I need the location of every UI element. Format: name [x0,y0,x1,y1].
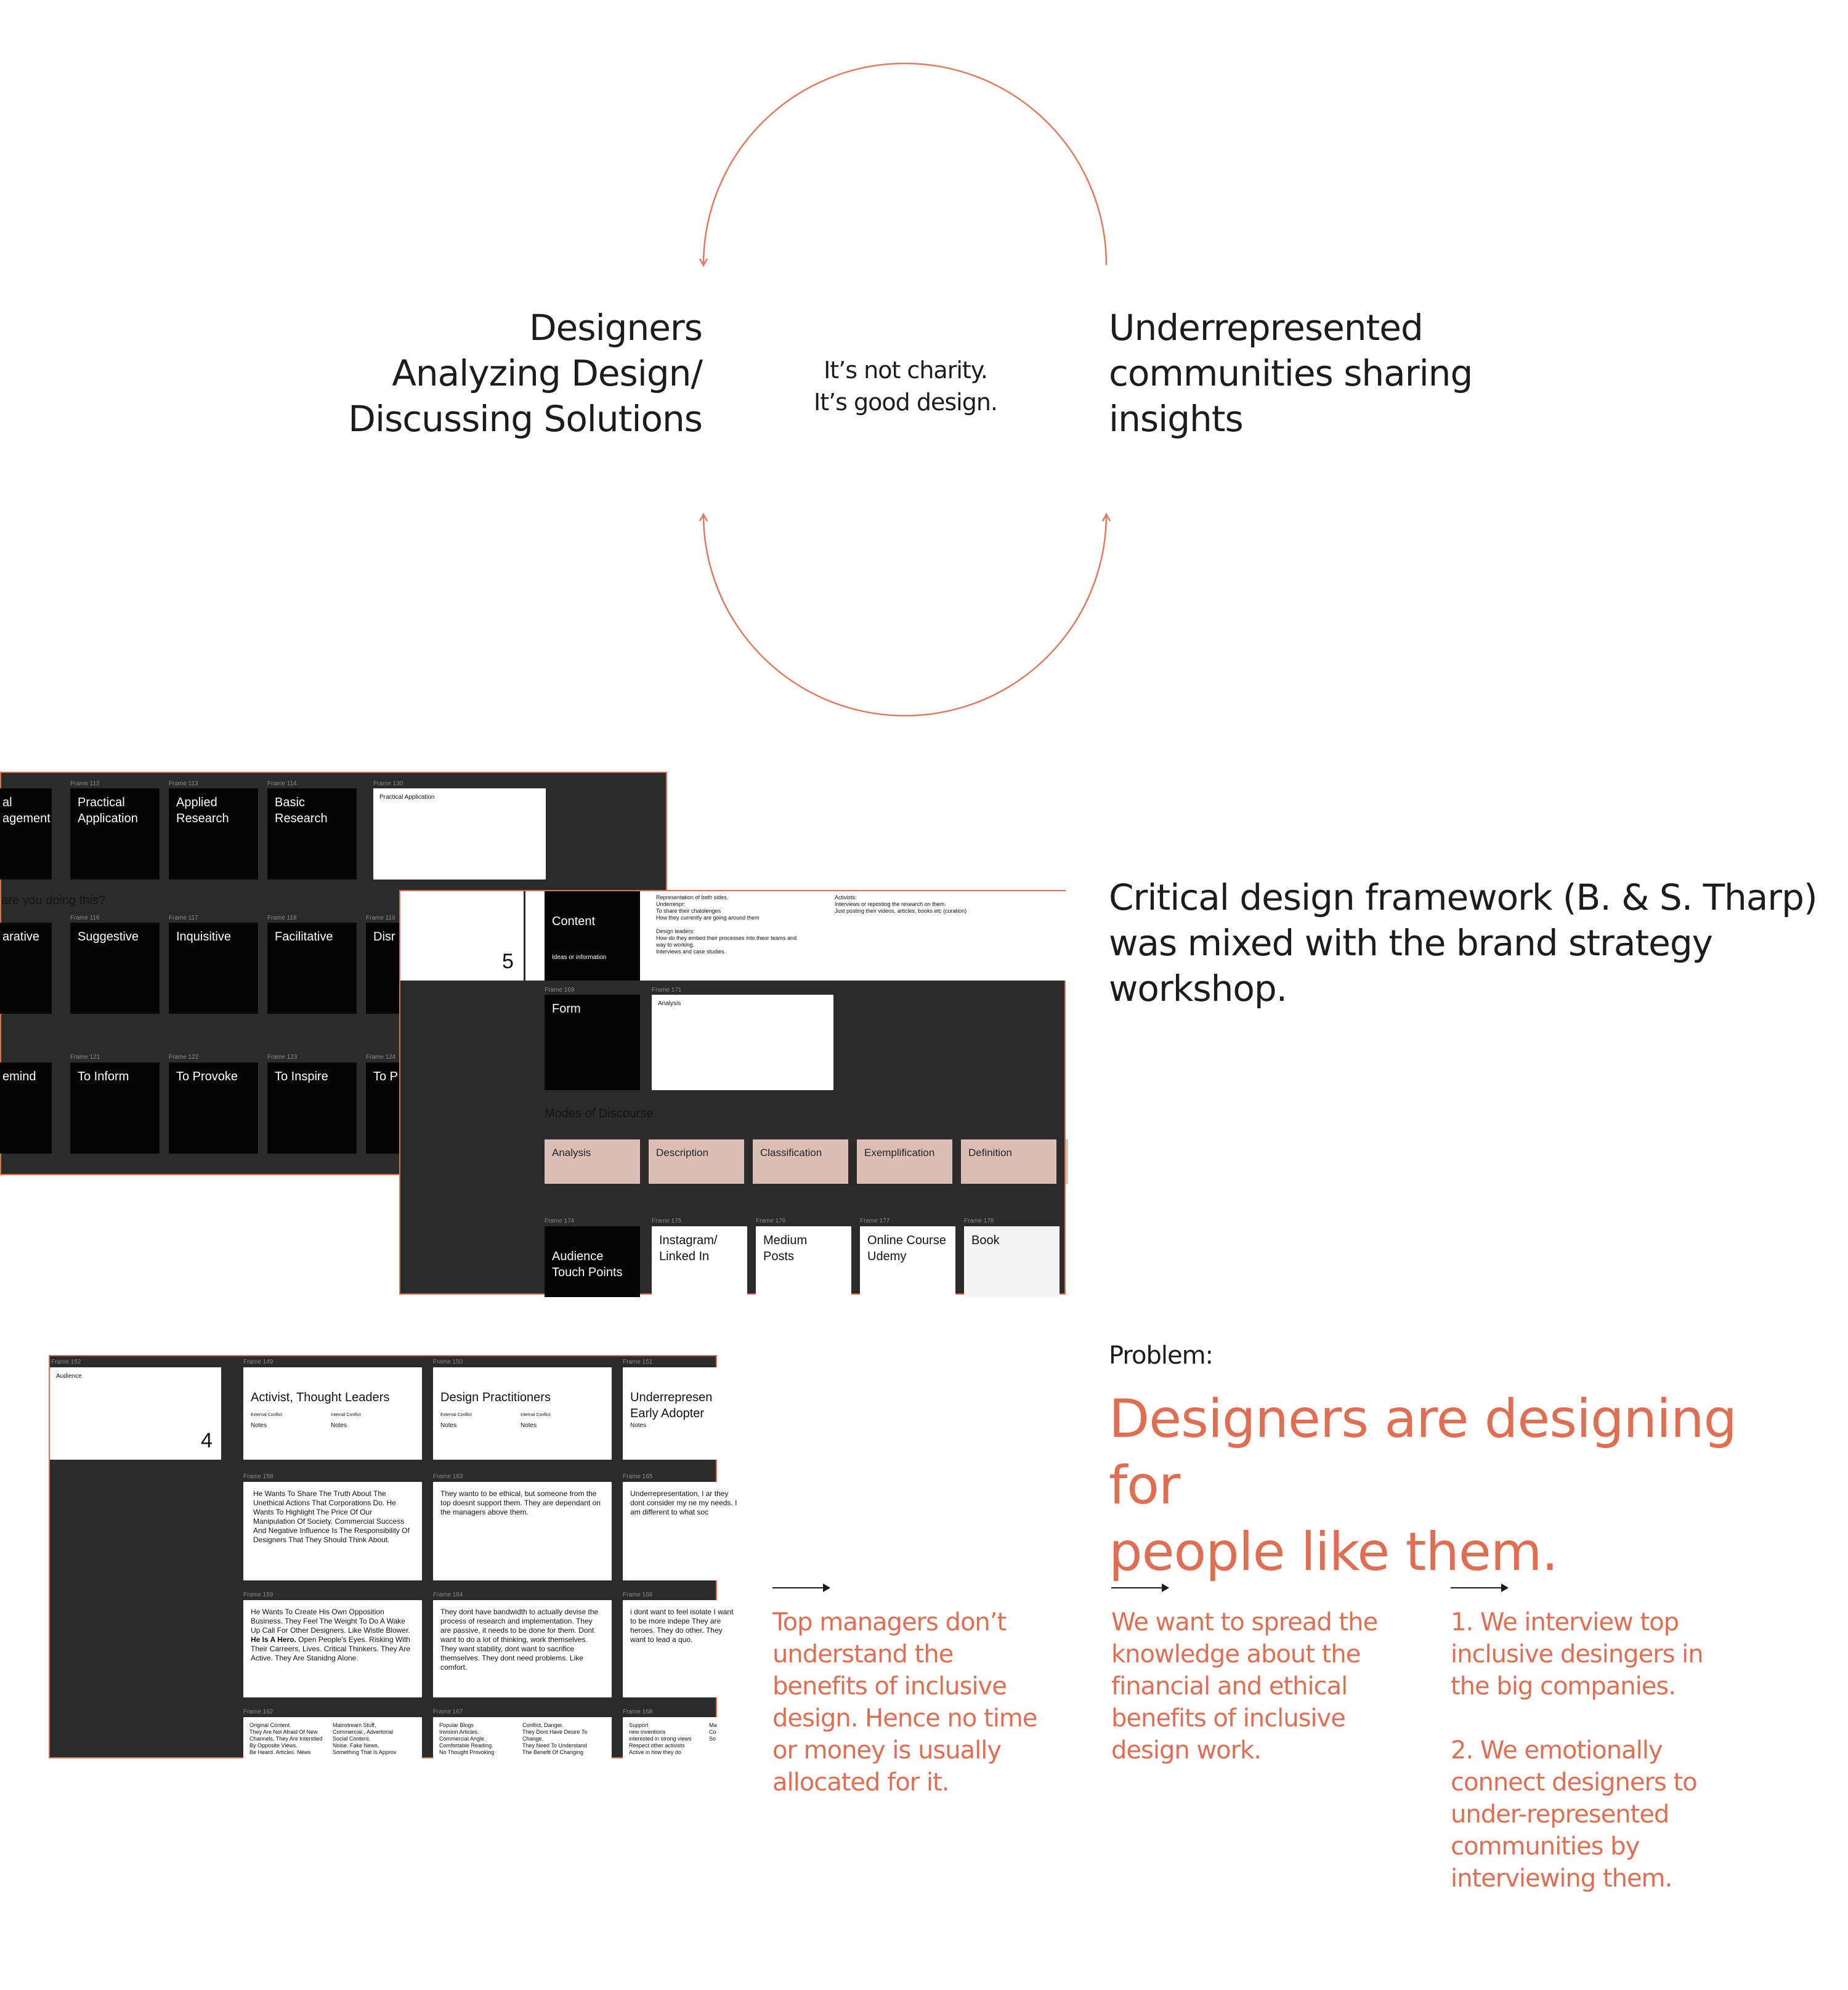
framework-card: To Provoke [169,1062,258,1154]
frame-label: Frame 169 [545,987,575,993]
mode-card-overflow [1066,1139,1068,1184]
frame-label: Frame 124 [366,1054,396,1061]
audience-card: Audience [50,1367,221,1460]
persona-channels [433,1717,612,1766]
frame-label: Frame 117 [169,915,198,921]
channel-line: Co [709,1729,716,1735]
persona-header-card [433,1367,612,1460]
form-notes: Analysis [652,995,833,1090]
headline-line: Designers are designing for [1109,1388,1737,1516]
frame-label: Frame 166 [623,1592,653,1598]
cycle-center-label [764,354,1047,418]
text-line: It’s good design. [813,389,998,416]
touchpoint-card: Instagram/ Linked In [652,1226,747,1297]
mode-card: Exemplification [857,1139,952,1184]
content-card [545,891,640,981]
touchpoint-card: Online Course Udemy [860,1226,955,1297]
channel-list [333,1722,416,1756]
frame-label: Frame 171 [652,987,682,993]
channel-line: Support [629,1722,649,1728]
framework-board-front [399,890,1066,1317]
channel-line: Comfortable Reading. [439,1742,493,1749]
frame-label: Frame 119 [366,915,395,921]
framework-card: Practical Application [70,788,160,880]
persona-note: Underrepresentation, I ar they dont consider my ne my needs. I am different to what soc [623,1482,746,1580]
channel-line: interested in strong views [629,1736,692,1742]
text-line: Designers [529,307,702,349]
frame-label: Frame 176 [756,1218,786,1224]
text-line: It’s not charity. [824,357,987,384]
channel-line: Active in how they do [629,1749,682,1755]
headline-line: people like them. [1109,1521,1558,1583]
frame-label: Frame 121 [70,1054,100,1061]
persona-title: Design Practitioners [440,1391,551,1404]
framework-card: To P [366,1062,455,1154]
arrow-shaft [772,1587,825,1588]
frame-label: Frame 162 [243,1709,274,1715]
note-emphasis: He Is A Hero. [251,1635,296,1644]
channel-line: Conflict, Danger. [522,1722,564,1728]
channel-line: Commercial Angle. [439,1736,486,1742]
text-line: communities sharing [1109,352,1473,394]
notes-label: Notes [251,1422,267,1429]
framework-card: Disr [366,923,455,1014]
note-line: Interviews and case studies. [656,948,726,955]
frame-label: Frame 123 [267,1054,298,1061]
touchpoints-card [545,1226,640,1317]
arrow-shaft [1111,1587,1164,1588]
persona-channels [243,1717,422,1766]
note-line: Interviews or reposting the research on them. [835,901,946,907]
frame-label: Frame 165 [623,1473,653,1480]
channel-list [709,1722,734,1742]
frame-label: Frame 149 [243,1359,274,1365]
frame-label: Frame 112 [70,780,100,787]
frame-label: Frame 174 [545,1218,575,1224]
arrow-tip [1501,1584,1509,1592]
persona-note: i dont want to feel isolate I want to be more indepe They are heroes. They do other. They want to lead a quo. [623,1600,746,1697]
notes-left [656,894,841,955]
note-line: How do they embed their processes into theor teams and [656,935,797,941]
channel-line: Popular Blogs [439,1722,474,1728]
framework-card: Applied Research [169,788,258,880]
note-line: way to working. [656,942,695,948]
framework-card: Facilitative [267,923,357,1014]
channel-line: The Benefit Of Changing [522,1749,584,1755]
audience-board [49,1355,737,1758]
channel-line: They Are Not Afraid Of New [249,1729,318,1735]
text-line: Analyzing Design/ [392,352,702,394]
frame-label: Frame 164 [433,1592,463,1598]
channel-line: Invision Articles. [439,1729,479,1735]
channel-line: Ma [709,1722,717,1728]
channel-line: Something That Is Approv [333,1749,397,1755]
note-line: To share their chalolenges [656,908,721,914]
slide-number: 5 [502,950,514,973]
form-card: Form [545,995,640,1090]
channel-line: Change. [522,1736,544,1742]
arrow-tip [823,1584,830,1592]
frame-label: Frame 163 [433,1473,463,1480]
arrow-tip [1162,1584,1169,1592]
framework-card: arative [0,923,52,1014]
notes-card: Practical Application [373,788,546,880]
frame-label: Frame 175 [652,1218,682,1224]
frame-label: Frame 159 [243,1592,274,1598]
channel-list [522,1722,606,1756]
mode-card: Description [649,1139,744,1184]
section-label: Modes of Discourse [545,1107,654,1120]
channel-line: Channels, They Are Interstied [249,1736,323,1742]
text-line: Discussing Solutions [348,398,702,440]
goal-column: We want to spread the knowledge about the financial and ethical benefits of inclusive design work. [1111,1608,1378,1765]
note-text: He Wants To Create His Own Opposition Business. They Feel The Weight To Do A Wake Up Call For Other Designers. Like Wistle Blower. [251,1608,410,1635]
mode-card: Analysis [545,1139,640,1184]
notes-label: Notes [630,1422,647,1429]
persona-header-card [623,1367,746,1460]
cycle-left-label [345,305,702,442]
arrow-shaft [1451,1587,1504,1588]
persona-channels [623,1717,746,1766]
conflict-label: External Conflict [440,1413,472,1417]
conflict-label: External Conflict [251,1413,282,1417]
channel-line: Social Content. [333,1736,371,1742]
frame-label: Frame 152 [51,1359,81,1365]
cycle-bottom-arc [703,514,1106,716]
channel-line: Mainstream Stuff, [333,1722,376,1728]
framework-card: Basic Research [267,788,357,880]
content-notes [650,891,1066,981]
channel-list [439,1722,519,1756]
frame-label: Frame 178 [964,1218,994,1224]
mode-card: Definition [961,1139,1056,1184]
channel-line: By Opposite Views. [249,1742,298,1749]
framework-card: al agement [0,788,52,880]
frame-label: Frame 158 [243,1473,274,1480]
channel-line: They Dont Have Desire To [522,1729,588,1735]
problem-headline [1109,1386,1817,1585]
frame-label: Frame 177 [860,1218,890,1224]
frame-label: Frame 130 [373,780,403,787]
frame-label: Frame 150 [433,1359,463,1365]
persona-title: Underrepresen Early Adopter [630,1391,713,1420]
channel-line: Be Heard. Articles. News [249,1749,311,1755]
frame-label: Frame 116 [70,915,100,921]
persona-note [243,1600,422,1697]
note-line: How they currently are going around them [656,915,760,921]
text-line: insights [1109,398,1243,440]
notes-label: Notes [331,1422,347,1429]
cycle-right-label [1109,305,1540,442]
channel-line: So [709,1736,716,1742]
note-line: Design leaders: [656,928,695,934]
framework-card: Inquisitive [169,923,258,1014]
channel-list [249,1722,330,1756]
card-title: Content [552,915,596,928]
solution-column: 1. We interview top inclusive desingers in the big companies. 2. We emotionally connect designers to under-represented communities by interviewing them. [1451,1608,1703,1893]
conflict-label: Internal Conflict [521,1413,551,1417]
card-title: Audience Touch Points [552,1250,623,1279]
persona-header-card [243,1367,422,1460]
persona-note: He Wants To Share The Truth About The Unethical Actions That Corporations Do. He Wants To Highlight The Price Of Our Manipulation Of Society. Commercial Success And Negative Influence Is The Responsibility Of Designers That They Should Think About. [243,1482,422,1580]
framework-card: emind [0,1062,52,1154]
persona-note: They dont have bandwidth to actually devise the process of research and implementation. They are passive, it needs to be done for them. Dont want to do a lot of thinking, work themselves. They want stability, dont want to sacrifice themselves. They dont need problems. Like comfort. [433,1600,612,1697]
channel-line: Commercial., Advertorial [333,1729,394,1735]
note-line: Underrespr: [656,901,686,907]
frame-label: Frame 122 [169,1054,199,1061]
channel-list [629,1722,709,1756]
divider [524,891,525,981]
persona-title: Activist, Thought Leaders [251,1391,390,1404]
note-text: Open People's Eyes. Risking With Their Carreers, Lives. Critical Thinkers. They Are Active. They Are Stanidng Alone. [251,1635,410,1662]
slide-number: 4 [201,1429,213,1452]
conflict-label: Internal Conflict [331,1413,361,1417]
insight-column: Top managers don’t understand the benefits of inclusive design. Hence no time or money is usually allocated for it. [772,1608,1037,1797]
channel-line: Respect other activists [629,1742,685,1749]
frame-label: Frame 168 [623,1709,653,1715]
note-line [656,921,841,928]
frame-label: Frame 113 [169,780,198,787]
frame-label: Frame 151 [623,1359,653,1365]
touchpoint-card: Medium Posts [756,1226,851,1297]
channel-line: Noise. Fake News. [333,1742,379,1749]
notes-label: Notes [521,1422,537,1429]
problem-label: Problem: [1109,1341,1214,1370]
notes-label: Notes [440,1422,457,1429]
frame-label: Frame 114 [267,780,297,787]
text-line: Underrepresented [1109,307,1423,349]
card-subtitle: Main products of business and their features [552,1304,624,1317]
card-subtitle: Ideas or information [552,954,607,961]
touchpoint-card: Book [964,1226,1060,1297]
frame-label: Frame 167 [433,1709,463,1715]
note-line: Activists: [835,894,857,900]
channel-line: new inventions [629,1729,666,1735]
section-label: are you doing this? [1,894,106,907]
mode-card: Classification [753,1139,848,1184]
persona-note: They wanto to be ethical, but someone from the top doesnt support them. They are dependant on the managers above them. [433,1482,612,1580]
frame-label: Frame 118 [267,915,297,921]
channel-line: No Thought Provoking [439,1749,495,1755]
framework-card: Suggestive [70,923,160,1014]
notes-right [835,894,1056,915]
framework-description: Critical design framework (B. & S. Tharp) was mixed with the brand strategy workshop. [1109,876,1817,1009]
note-line: Just posting their videos, articles, books etc (curation) [835,908,967,914]
framework-card: To Inspire [267,1062,357,1154]
cycle-top-arc [703,63,1106,265]
channel-line: Original Content. [249,1722,291,1728]
note-line: Representation of both sides. [656,894,729,900]
channel-line: They Need To Understand [522,1742,587,1749]
framework-card: To Inform [70,1062,160,1154]
